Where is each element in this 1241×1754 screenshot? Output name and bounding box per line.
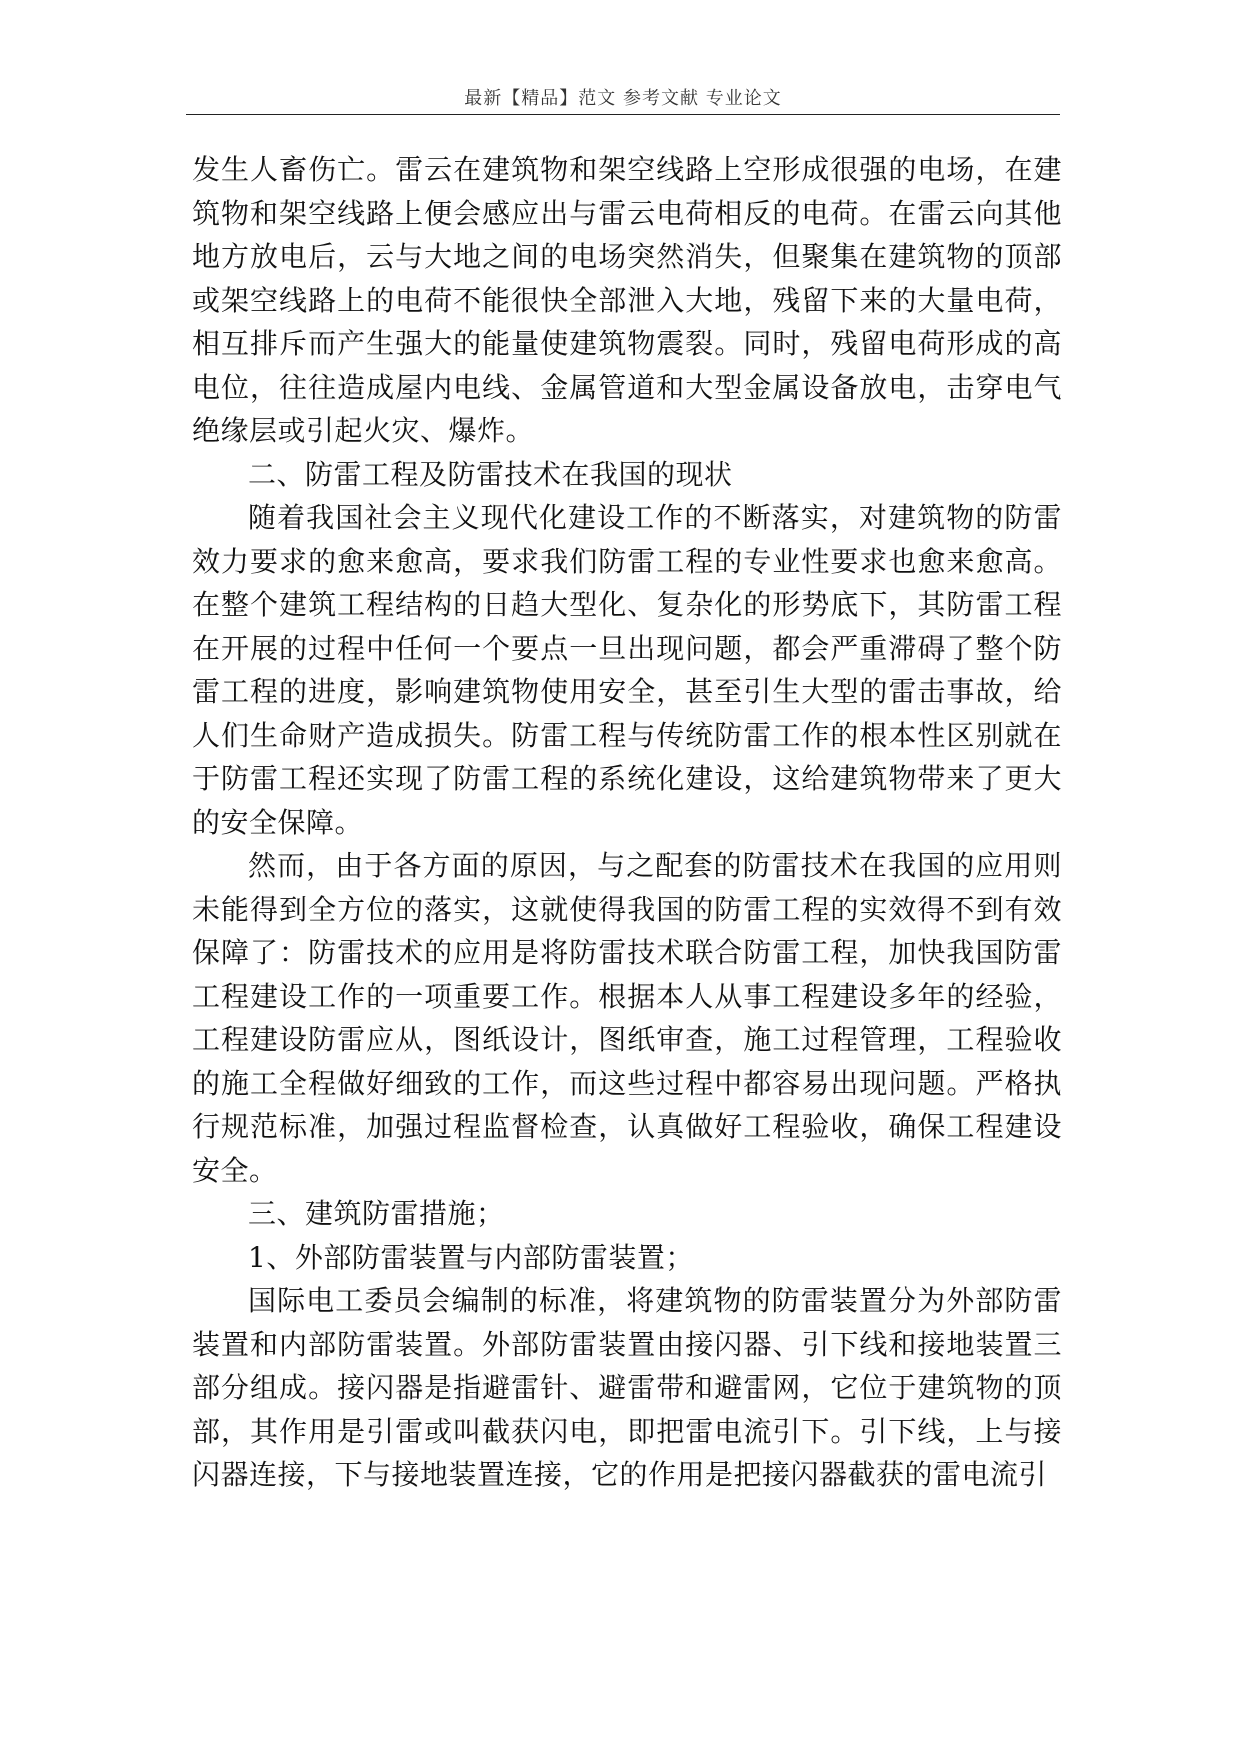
paragraph: 国际电工委员会编制的标准，将建筑物的防雷装置分为外部防雷装置和内部防雷装置。外部防雷装置由接闪器、引下线和接地装置三部分组成。接闪器是指避雷针、避雷带和避雷网，它位于建筑物的顶部，其作用是引雷或叫截获闪电，即把雷电流引下。引下线，上与接闪器连接，下与接地装置连接，它的作用是把接闪器截获的雷电流引 [192,1284,1062,1491]
section-heading-2: 二、防雷工程及防雷技术在我国的现状 [248,457,733,491]
document-body [192,148,1062,1497]
header-rule [186,114,1060,115]
section-heading-3: 三、建筑防雷措施； [248,1197,505,1230]
subsection-heading-1: 1、外部防雷装置与内部防雷装置； [248,1240,694,1274]
paragraph: 随着我国社会主义现代化建设工作的不断落实，对建筑物的防雷效力要求的愈来愈高，要求我们防雷工程的专业性要求也愈来愈高。在整个建筑工程结构的日趋大型化、复杂化的形势底下，其防雷工程在开展的过程中任何一个要点一旦出现问题，都会严重滞碍了整个防雷工程的进度，影响建筑物使用安全，甚至引生大型的雷击事故，给人们生命财产造成损失。防雷工程与传统防雷工作的根本性区别就在于防雷工程还实现了防雷工程的系统化建设，这给建筑物带来了更大的安全保障。 [192,501,1062,839]
paragraph-continuation: 发生人畜伤亡。雷云在建筑物和架空线路上空形成很强的电场，在建筑物和架空线路上便会感应出与雷云电荷相反的电荷。在雷云向其他地方放电后，云与大地之间的电场突然消失，但聚集在建筑物的顶部或架空线路上的电荷不能很快全部泄入大地，残留下来的大量电荷，相互排斥而产生强大的能量使建筑物震裂。同时，残留电荷形成的高电位，往往造成屋内电线、金属管道和大型金属设备放电，击穿电气绝缘层或引起火灾、爆炸。 [192,153,1062,447]
page-header: 最新【精品】范文 参考文献 专业论文 [464,88,782,109]
paragraph: 然而，由于各方面的原因，与之配套的防雷技术在我国的应用则未能得到全方位的落实，这就使得我国的防雷工程的实效得不到有效保障了：防雷技术的应用是将防雷技术联合防雷工程，加快我国防雷工程建设工作的一项重要工作。根据本人从事工程建设多年的经验，工程建设防雷应从，图纸设计，图纸审查，施工过程管理，工程验收的施工全程做好细致的工作，而这些过程中都容易出现问题。严格执行规范标准，加强过程监督检查，认真做好工程验收，确保工程建设安全。 [192,849,1062,1187]
